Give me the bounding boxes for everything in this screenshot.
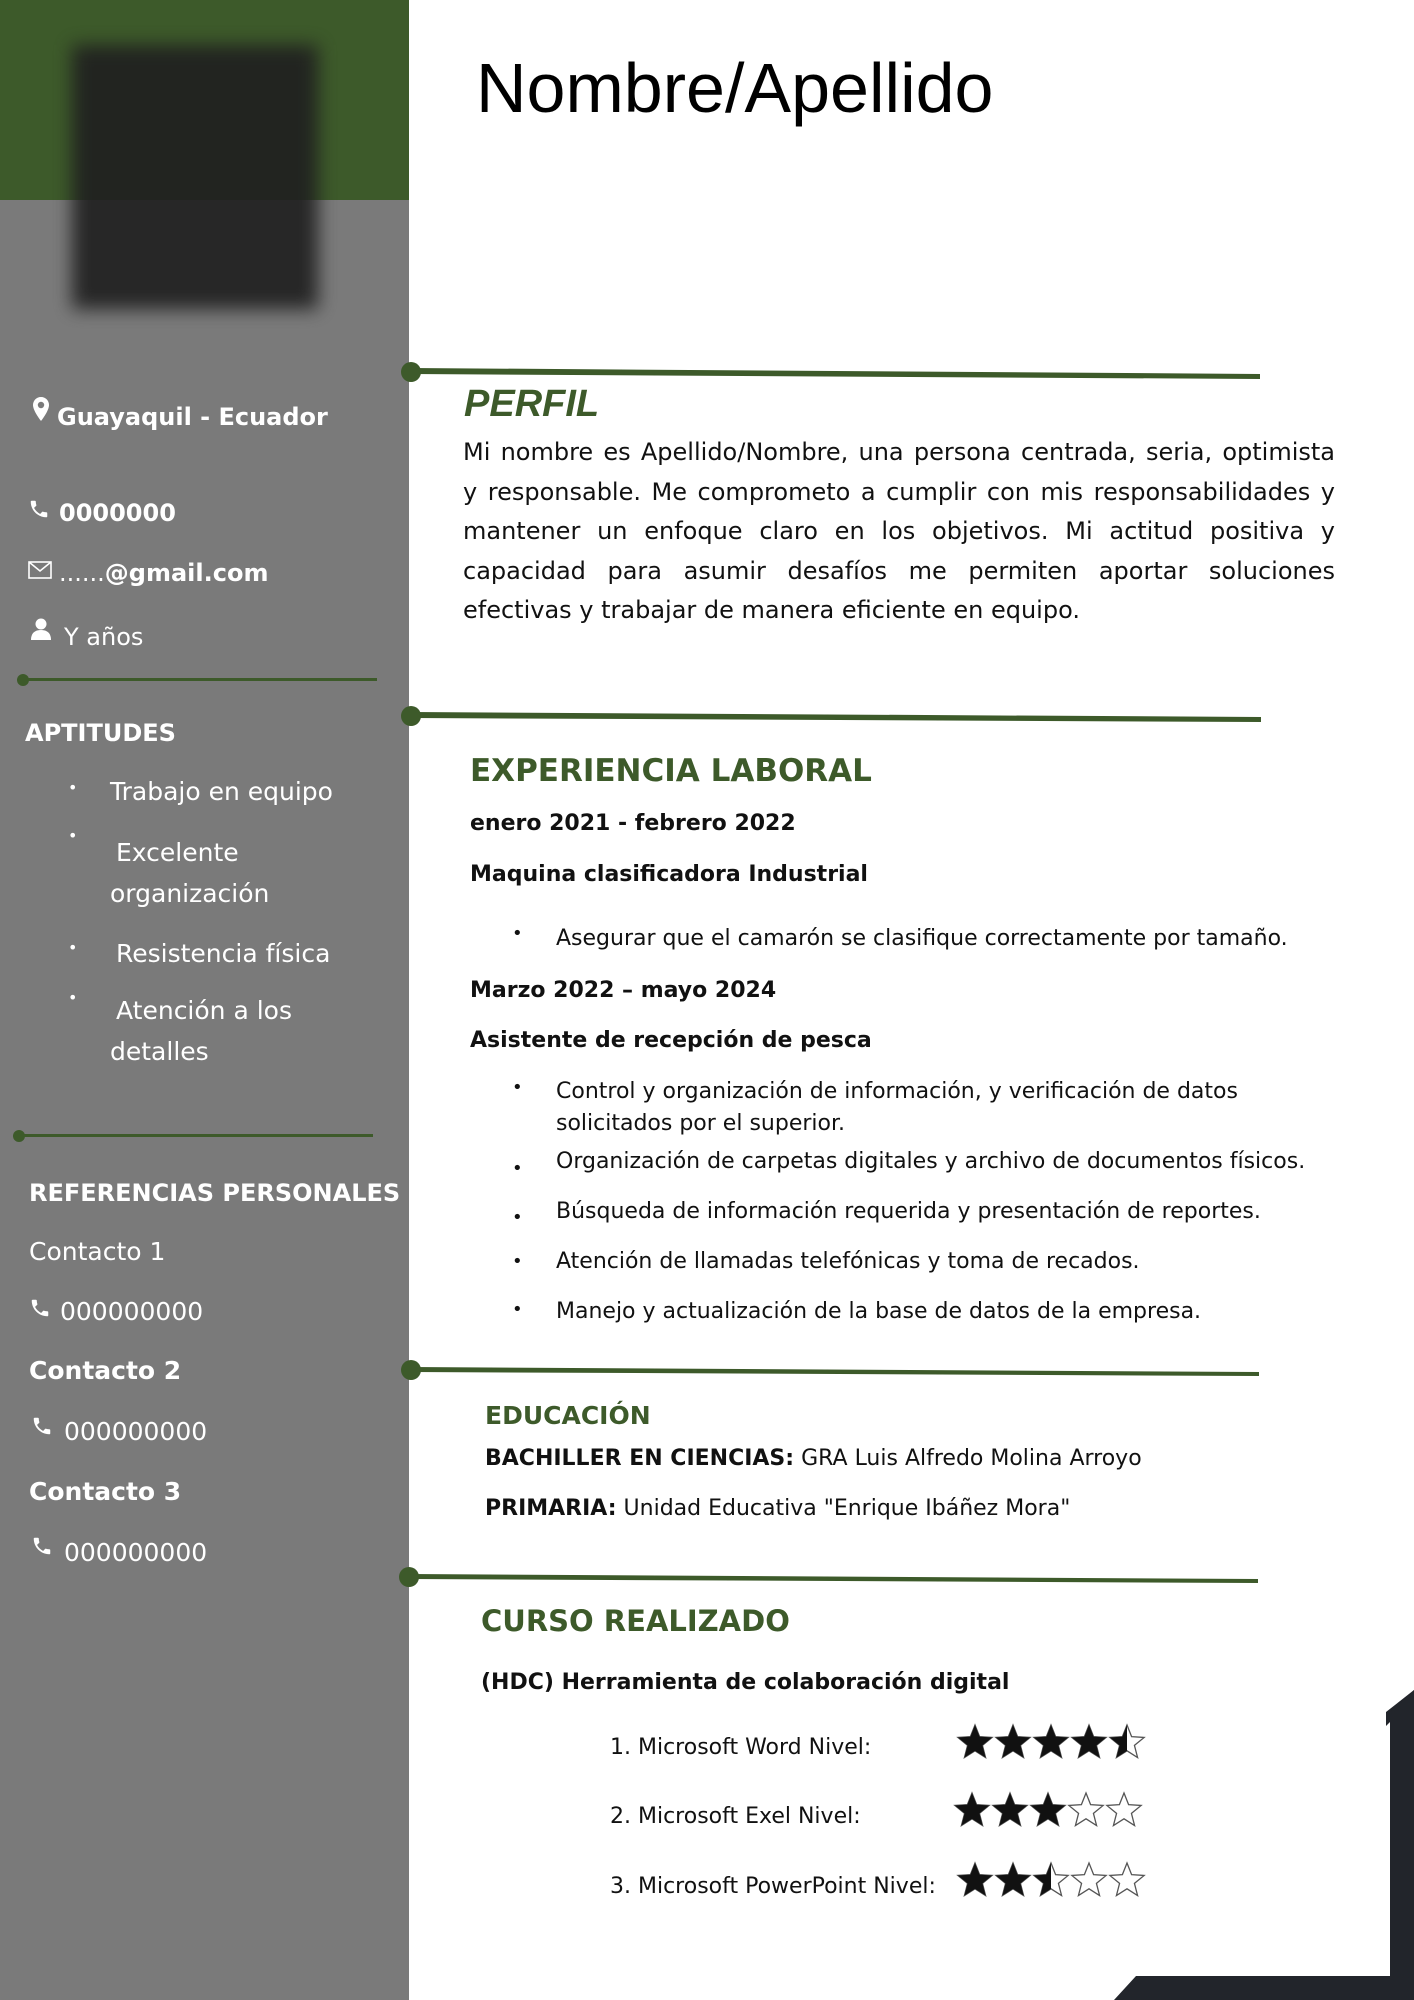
course-heading: CURSO REALIZADO bbox=[481, 1604, 790, 1638]
job-title: Maquina clasificadora Industrial bbox=[470, 862, 868, 887]
star-full-icon bbox=[958, 1725, 992, 1758]
reference-contact-name: Contacto 3 bbox=[29, 1477, 182, 1506]
phone-number: 0000000 bbox=[59, 499, 176, 527]
course-name: (HDC) Herramienta de colaboración digital bbox=[481, 1670, 1010, 1695]
reference-contact-name: Contacto 2 bbox=[29, 1356, 182, 1385]
sidebar-divider bbox=[22, 678, 377, 681]
star-full-icon bbox=[996, 1725, 1030, 1758]
aptitudes-heading: APTITUDES bbox=[25, 719, 176, 747]
aptitude-bullet: • bbox=[68, 938, 78, 957]
job-title: Asistente de recepción de pesca bbox=[470, 1028, 872, 1053]
task-bullet: • bbox=[512, 1207, 523, 1228]
reference-phone: 000000000 bbox=[64, 1538, 208, 1567]
star-full-icon bbox=[1072, 1725, 1106, 1758]
star-full-icon bbox=[996, 1863, 1030, 1896]
job-dates: Marzo 2022 – mayo 2024 bbox=[470, 978, 777, 1003]
star-full-icon bbox=[958, 1863, 992, 1896]
job-task: Control y organización de información, y verificación de datos solicitados por el superior. bbox=[556, 1079, 1238, 1136]
job-task: Manejo y actualización de la base de datos de la empresa. bbox=[556, 1299, 1202, 1324]
location-pin-icon bbox=[30, 396, 52, 422]
task-bullet: • bbox=[512, 1077, 523, 1098]
email-address: ......@gmail.com bbox=[59, 559, 269, 587]
job-dates: enero 2021 - febrero 2022 bbox=[470, 811, 796, 836]
section-divider bbox=[400, 1360, 1270, 1380]
education-entry: BACHILLER EN CIENCIAS: GRA Luis Alfredo Molina Arroyo bbox=[485, 1446, 1142, 1471]
section-divider bbox=[400, 362, 1270, 382]
star-full-icon bbox=[1031, 1793, 1065, 1826]
aptitude-item: Resistencia física bbox=[116, 939, 331, 968]
task-bullet: • bbox=[512, 1251, 523, 1272]
aptitude-bullet: • bbox=[68, 778, 78, 797]
sidebar-divider bbox=[18, 1134, 373, 1137]
reference-phone: 000000000 bbox=[60, 1297, 204, 1326]
education-entry: PRIMARIA: Unidad Educativa "Enrique Ibáñez Mora" bbox=[485, 1496, 1071, 1521]
job-task: Atención de llamadas telefónicas y toma de recados. bbox=[556, 1249, 1140, 1274]
star-empty-icon bbox=[1069, 1793, 1103, 1826]
task-bullet: • bbox=[512, 1158, 523, 1179]
aptitude-item: Excelente organización bbox=[110, 838, 270, 908]
job-task: Búsqueda de información requerida y presentación de reportes. bbox=[556, 1199, 1261, 1224]
skill-label: 2. Microsoft Exel Nivel: bbox=[610, 1804, 861, 1829]
education-heading: EDUCACIÓN bbox=[485, 1401, 651, 1430]
aptitude-bullet: • bbox=[68, 988, 78, 1007]
star-empty-icon bbox=[1072, 1863, 1106, 1896]
aptitude-item: Trabajo en equipo bbox=[110, 777, 333, 806]
location-text: Guayaquil - Ecuador bbox=[57, 403, 328, 431]
phone-icon bbox=[31, 1413, 53, 1439]
profile-photo bbox=[72, 45, 318, 309]
phone-icon bbox=[29, 1295, 51, 1321]
task-bullet: • bbox=[512, 923, 523, 944]
page-title: Nombre/Apellido bbox=[476, 49, 994, 127]
mail-icon bbox=[28, 561, 52, 579]
perfil-heading: PERFIL bbox=[464, 383, 600, 425]
section-divider bbox=[398, 1567, 1268, 1587]
star-full-icon bbox=[955, 1793, 989, 1826]
decorative-corner bbox=[1114, 1690, 1414, 2000]
skill-label: 3. Microsoft PowerPoint Nivel: bbox=[610, 1874, 936, 1899]
reference-phone: 000000000 bbox=[64, 1417, 208, 1446]
section-divider bbox=[400, 706, 1270, 726]
job-task: Asegurar que el camarón se clasifique correctamente por tamaño. bbox=[556, 926, 1288, 951]
references-heading: REFERENCIAS PERSONALES bbox=[29, 1179, 401, 1207]
phone-icon bbox=[28, 496, 50, 522]
phone-icon bbox=[31, 1533, 53, 1559]
perfil-paragraph: Mi nombre es Apellido/Nombre, una persona centrada, seria, optimista y responsable. Me comprometo a cumplir con mis responsabilidades y mantener un enfoque claro en los objetivos. Mi actitud positiva y capacidad para asumir desafíos me permiten aportar soluciones efectivas y trabajar de manera eficiente en equipo. bbox=[463, 438, 1335, 624]
skill-label: 1. Microsoft Word Nivel: bbox=[610, 1735, 872, 1760]
person-icon bbox=[30, 616, 52, 642]
aptitude-bullet: • bbox=[68, 826, 78, 845]
experience-heading: EXPERIENCIA LABORAL bbox=[470, 753, 872, 789]
job-task: Organización de carpetas digitales y archivo de documentos físicos. bbox=[556, 1149, 1306, 1174]
reference-contact-name: Contacto 1 bbox=[29, 1237, 166, 1266]
star-full-icon bbox=[993, 1793, 1027, 1826]
aptitude-item: Atención a los detalles bbox=[110, 996, 293, 1066]
star-half-icon bbox=[1034, 1863, 1068, 1896]
task-bullet: • bbox=[512, 1299, 523, 1320]
age-text: Y años bbox=[64, 623, 144, 651]
star-full-icon bbox=[1034, 1725, 1068, 1758]
